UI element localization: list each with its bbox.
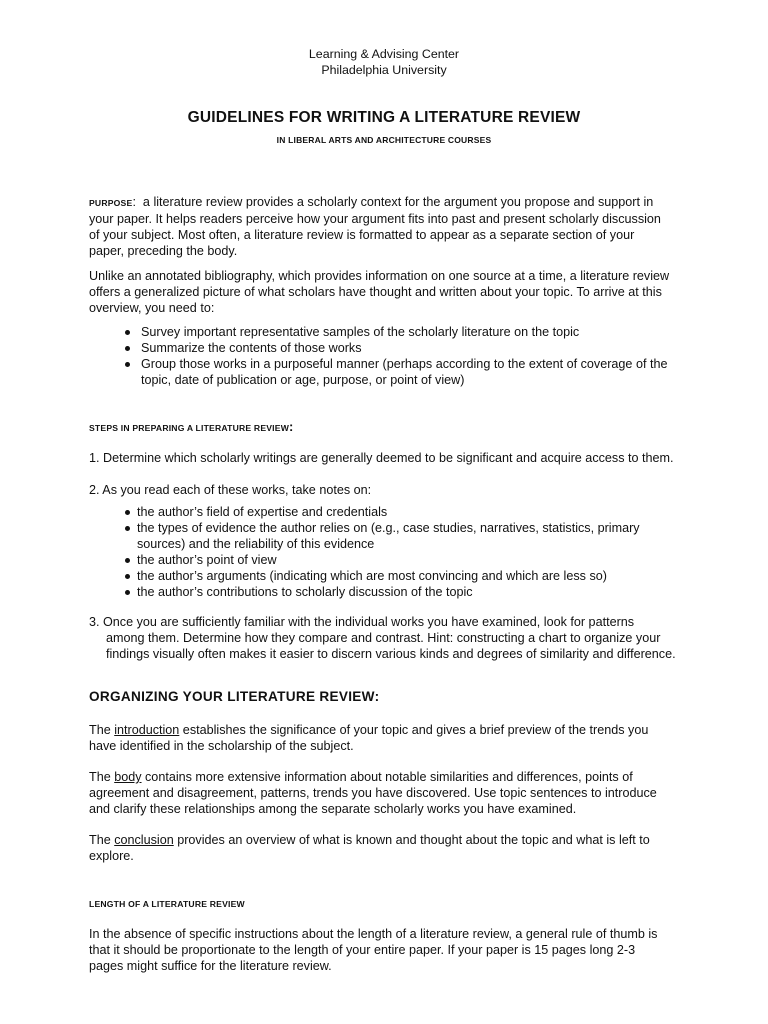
conclusion-prefix: The (89, 833, 115, 847)
list-item (125, 340, 685, 356)
conclusion-line: provides an overview of what is known and thought about the topic and what is left to (173, 833, 650, 847)
conclusion-paragraph (89, 832, 679, 864)
bullet-text: the types of evidence the author relies on (e.g., case studies, narratives, statistics, primary (137, 521, 640, 535)
purpose-line: of your subject. Most often, a literature review is formatted to appear as a separate section of your (89, 228, 635, 242)
list-item (125, 356, 685, 388)
length-line: that it should be proportionate to the length of your entire paper. If your paper is 15 pages long 2-3 (89, 943, 636, 957)
document-subtitle: IN LIBERAL ARTS AND ARCHITECTURE COURSES (276, 135, 492, 145)
overview-bullet-list (125, 324, 685, 388)
document-header (89, 46, 679, 78)
step-3 (89, 614, 679, 662)
purpose-line: paper, preceding the body. (89, 244, 238, 258)
length-label: LENGTH OF A LITERATURE REVIEW (89, 899, 245, 909)
conclusion-term: conclusion (114, 833, 174, 847)
organizing-heading (89, 689, 679, 705)
org-name: Learning & Advising Center (308, 47, 460, 61)
body-term: body (114, 770, 142, 784)
length-heading (89, 896, 679, 912)
length-paragraph (89, 926, 679, 974)
step-2-bullet-list (125, 504, 685, 600)
steps-label-colon: : (289, 419, 294, 434)
list-item (125, 324, 685, 340)
purpose-label: PURPOSE (89, 198, 133, 208)
introduction-paragraph (89, 722, 679, 754)
steps-heading (89, 419, 679, 436)
length-line: pages might suffice for the literature review. (89, 959, 332, 973)
step-3-line: among them. Determine how they compare and contrast. Hint: constructing a chart to organize your (106, 631, 661, 645)
body-prefix: The (89, 770, 115, 784)
bullet-text: sources) and the reliability of this evidence (137, 537, 375, 551)
purpose-paragraph (89, 194, 679, 259)
step-2-text: 2. As you read each of these works, take notes on: (89, 483, 372, 497)
bullet-text: Summarize the contents of those works (141, 341, 362, 355)
length-line: In the absence of specific instructions about the length of a literature review, a general rule of thumb is (89, 927, 658, 941)
bullet-text: the author’s field of expertise and credentials (137, 505, 388, 519)
purpose-label-colon: : (132, 195, 136, 209)
list-item (125, 504, 685, 520)
step-3-line: 3. Once you are sufficiently familiar with the individual works you have examined, look for patterns (89, 615, 635, 629)
body-line: agreement and disagreement, patterns, trends you have discovered. Use topic sentences to introduce (89, 786, 657, 800)
list-item (125, 568, 685, 584)
body-paragraph (89, 769, 679, 817)
intro-prefix: The (89, 723, 115, 737)
document-title: GUIDELINES FOR WRITING A LITERATURE REVIEW (187, 109, 581, 126)
overview-line: Unlike an annotated bibliography, which provides information on one source at a time, a literature review (89, 269, 670, 283)
step-1-text: 1. Determine which scholarly writings are generally deemed to be significant and acquire access to them. (89, 451, 674, 465)
bullet-text: the author’s point of view (137, 553, 277, 567)
section-heading: ORGANIZING YOUR LITERATURE REVIEW: (89, 689, 380, 704)
body-line: and clarify these relationships among the separate scholarly works you have examined. (89, 802, 577, 816)
overview-line: offers a generalized picture of what scholars have thought and written about your topic. To arrive at this (89, 285, 662, 299)
body-line: contains more extensive information about notable similarities and differences, points of (141, 770, 633, 784)
steps-label: STEPS IN PREPARING A LITERATURE REVIEW (89, 423, 290, 433)
bullet-text: Survey important representative samples of the scholarly literature on the topic (141, 325, 580, 339)
bullet-icon (125, 526, 130, 531)
bullet-icon (125, 346, 130, 351)
bullet-icon (125, 558, 130, 563)
bullet-icon (125, 574, 130, 579)
purpose-line: a literature review provides a scholarly context for the argument you propose and support in (135, 195, 654, 209)
university-name: Philadelphia University (321, 63, 447, 77)
step-3-line: findings visually often makes it easier to discern various kinds and degrees of similarity and difference. (106, 647, 676, 661)
step-1 (89, 450, 679, 466)
bullet-text: the author’s contributions to scholarly discussion of the topic (137, 585, 473, 599)
bullet-icon (125, 330, 130, 335)
conclusion-line: explore. (89, 849, 134, 863)
introduction-term: introduction (114, 723, 180, 737)
overview-paragraph (89, 268, 679, 316)
intro-line: establishes the significance of your topic and gives a brief preview of the trends you (179, 723, 649, 737)
bullet-text: the author’s arguments (indicating which are most convincing and which are less so) (137, 569, 607, 583)
list-item (125, 552, 685, 568)
bullet-icon (125, 510, 130, 515)
list-item (125, 520, 685, 552)
step-2 (89, 482, 679, 498)
bullet-text: topic, date of publication or age, purpose, or point of view) (141, 373, 465, 387)
intro-line: have identified in the scholarship of the subject. (89, 739, 354, 753)
bullet-icon (125, 590, 130, 595)
overview-line: overview, you need to: (89, 301, 215, 315)
purpose-line: your paper. It helps readers perceive how your argument fits into past and present scholarly discussion (89, 212, 661, 226)
bullet-text: Group those works in a purposeful manner (perhaps according to the extent of coverage of the (141, 357, 668, 371)
list-item (125, 584, 685, 600)
bullet-icon (125, 362, 130, 367)
